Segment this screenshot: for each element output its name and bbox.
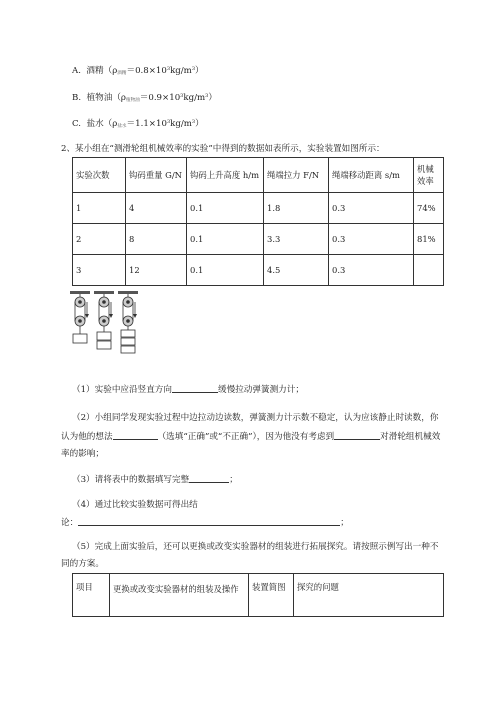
option-unit-exponent: 3 [191,66,196,72]
option-text: 酒精（ρ [86,66,118,76]
sub-question-text: 缓慢拉动弹簧测力计； [218,385,304,395]
sub-question-4-line-1: （4）通过比较实验数据可得出结 [72,500,198,510]
option-close: ） [208,93,217,103]
table-header: 机械效率 [414,158,444,193]
sub-question-2-line-2 [61,430,440,443]
option-subscript: 盐水 [117,124,127,129]
option-exponent: 3 [166,66,171,72]
sub-question-text: 论： [61,518,79,528]
sub-question-1 [72,383,304,396]
table-header-text: 更换或改变实验器材的组装及操作 [113,584,239,594]
table-cell: 81% [414,224,444,255]
sub-question-text: （1）实验中应沿竖直方向 [72,385,172,395]
table-cell: 74% [414,193,444,224]
option-unit: kg/m [170,119,192,129]
table-header: 装置简图 [249,574,294,617]
table-cell: 4 [126,193,187,224]
answer-blank[interactable] [334,430,380,440]
option-subscript: 植物油 [125,98,140,103]
table-row [73,255,444,286]
table-row [73,224,444,255]
table-header [110,574,249,617]
table-header: 实验次数 [73,158,126,193]
sub-question-text: （选填“正确”或“不正确”），因为他没有考虑到 [157,432,335,442]
option-a [72,63,204,80]
sub-question-3 [72,473,238,486]
answer-blank[interactable] [78,516,340,526]
sub-question-text: ； [340,518,349,528]
answer-blank[interactable] [172,383,218,393]
table-cell: 0.1 [187,224,264,255]
option-value: ＝1.1×10 [126,119,167,129]
sub-question-2-line-1: （2）小组同学发现实验过程中边拉动边读数，弹簧测力计示数不稳定，认为应该静止时读数，你 [72,413,439,423]
sub-question-5-line-1: （5）完成上面实验后，还可以更换或改变实验器材的组装进行拓展探究。请按照示例写出一种不 [72,542,439,552]
table-header: 钩码重量 G/N [126,158,187,193]
option-exponent: 3 [180,93,184,99]
sub-question-text: （3）请将表中的数据填写完整 [72,475,190,485]
table-cell: 0.1 [187,255,264,286]
option-subscript: 酒精 [117,71,127,76]
answer-blank[interactable] [113,430,158,440]
table-cell: 3.3 [264,224,329,255]
option-text: 盐水（ρ [86,119,118,129]
table-cell: 4.5 [264,255,329,286]
pulley-system-2 [94,291,114,349]
option-value: ＝0.8×10 [126,66,167,76]
data-table [72,157,444,286]
sub-question-text: ； [229,475,238,485]
table-header: 绳端移动距离 s/m [329,158,414,193]
option-c [72,116,204,133]
option-unit-exponent: 3 [205,93,209,99]
option-letter: C. [72,119,82,129]
table-row [73,193,444,224]
table-header: 绳端拉力 F/N [264,158,329,193]
sub-question-4-line-2 [61,516,349,529]
extension-table [72,573,444,617]
table-cell [414,255,444,286]
pulley-system-1 [70,291,90,343]
table-cell: 0.1 [187,193,264,224]
question-2-intro: 2、某小组在“测滑轮组机械效率的实验”中得到的数据如表所示，实验装置如图所示： [61,144,385,154]
option-value: ＝0.9×10 [139,93,181,103]
pulley-apparatus-figure [68,288,140,354]
table-header: 钩码上升高度 h/m [187,158,264,193]
option-exponent: 3 [166,119,171,125]
table-header: 项目 [73,574,110,617]
pulley-system-3 [118,291,138,353]
option-letter: A. [72,66,81,76]
option-unit: kg/m [183,93,206,103]
option-b [72,90,217,107]
table-cell: 0.3 [329,255,414,286]
sub-question-2-line-3: 率的影响； [61,449,104,459]
table-cell: 8 [126,224,187,255]
option-letter: B. [72,93,82,103]
table-cell: 0.3 [329,224,414,255]
sub-question-text: 对滑轮组机械效 [380,432,441,442]
table-header: 探究的问题 [294,574,444,617]
table-cell: 2 [73,224,126,255]
sub-question-text: 认为他的想法 [61,432,113,442]
sub-question-5-line-2: 同的方案。 [61,559,104,569]
table-cell: 1.8 [264,193,329,224]
option-unit-exponent: 3 [191,119,196,125]
option-close: ） [195,66,204,76]
option-text: 植物油（ρ [86,93,126,103]
table-cell: 3 [73,255,126,286]
option-close: ） [195,119,204,129]
table-cell: 1 [73,193,126,224]
answer-blank[interactable] [189,473,229,483]
option-unit: kg/m [170,66,192,76]
table-cell: 12 [126,255,187,286]
table-cell: 0.3 [329,193,414,224]
